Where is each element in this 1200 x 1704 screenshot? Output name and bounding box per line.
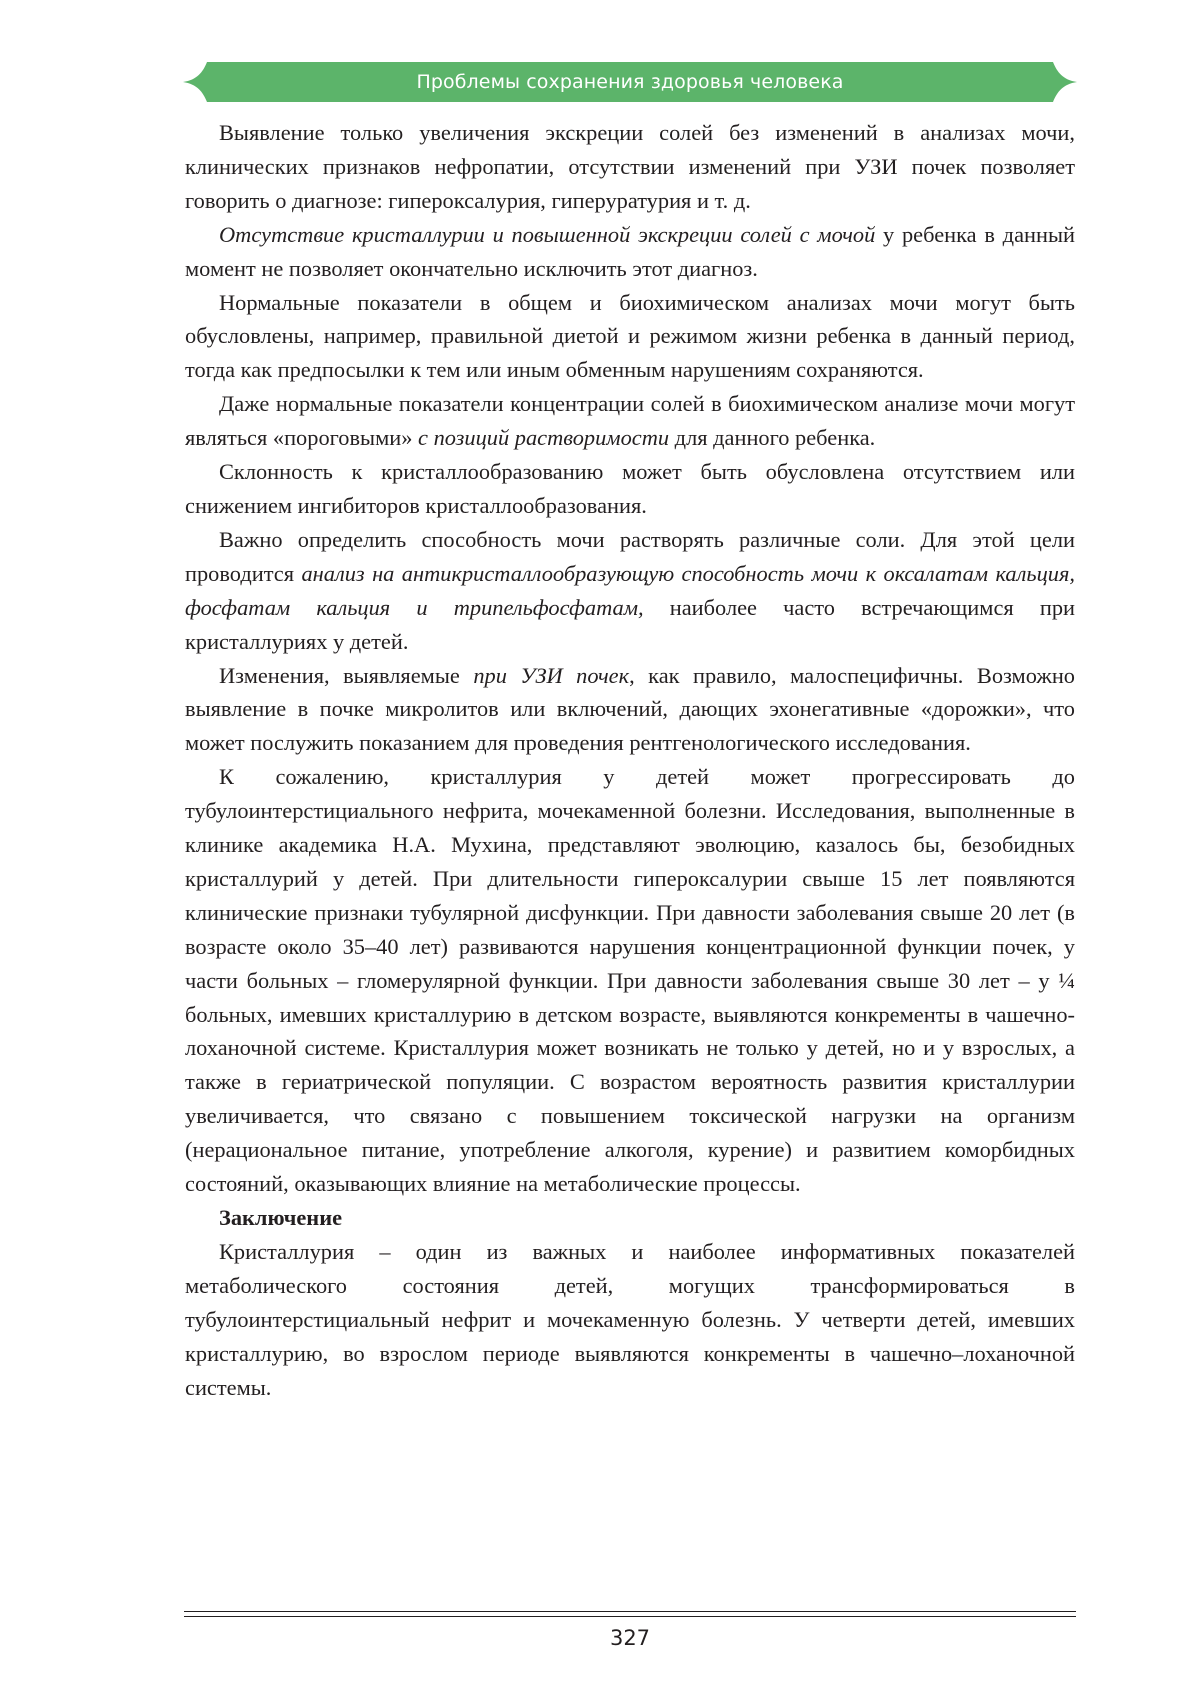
running-header-banner [183, 62, 1077, 102]
emphasis-text: анализ на антикристаллообразующую способность мочи к оксалатам кальция, фосфатам кальция и трипельфосфатам, [185, 560, 1075, 620]
emphasis-text: с позиций растворимости [418, 425, 670, 451]
emphasis-text: Отсутствие кристаллурии и повышенной экскреции солей с мочой [219, 221, 876, 247]
section-heading: Заключение [219, 1205, 343, 1230]
page-number: 327 [609, 1626, 651, 1650]
paragraph-5: Склонность к кристаллообразованию может быть обусловлена отсутствием или снижением ингибиторов кристаллообразования. [185, 459, 1075, 518]
paragraph-8: К сожалению, кристаллурия у детей может прогрессировать до тубулоинтерстициального нефрита, мочекаменной болезни. Исследования, выполненные в клинике академика Н.А. Мухина, представляют эволюцию, казалось бы, безобидных кристаллурий у детей. При длительности гипероксалурии свыше 15 лет появляются клинические признаки тубулярной дисфункции. При давности заболевания свыше 20 лет (в возрасте около 35–40 лет) развиваются нарушения концентрационной функции почек, у части больных – гломерулярной функции. При давности заболевания свыше 30 лет – у ¼ больных, имевших кристаллурию в детском возрасте, выявляются конкременты в чашечно-лоханочной системе. Кристаллурия может возникать не только у детей, но и у взрослых, а также в гериатрической популяции. С возрастом вероятность развития кристаллурии увеличивается, что связано с повышением токсической нагрузки на организм (нерациональное питание, употребление алкоголя, курение) и развитием коморбидных состояний, оказывающих влияние на метаболические процессы. [185, 764, 1075, 1197]
paragraph-3: Нормальные показатели в общем и биохимическом анализах мочи могут быть обусловлены, например, правильной диетой и режимом жизни ребенка в данный период, тогда как предпосылки к тем или иным обменным нарушениям сохраняются. [185, 289, 1075, 383]
paragraph-6: Важно определить способность мочи растворять различные соли. Для этой цели проводится анализ на антикристаллообразующую способность мочи к оксалатам кальция, фосфатам кальция и трипельфосфатам, наиболее часто встречающимся при кристаллуриях у детей. [185, 526, 1075, 654]
footer-double-rule [184, 1611, 1076, 1617]
body-text [185, 116, 1075, 1404]
paragraph-2: Отсутствие кристаллурии и повышенной экскреции солей с мочой у ребенка в данный момент не позволяет окончательно исключить этот диагноз. [185, 221, 1075, 281]
running-header-title: Проблемы сохранения здоровья человека [416, 71, 844, 93]
emphasis-text: при УЗИ почек [473, 662, 630, 688]
conclusion-paragraph: Кристаллурия – один из важных и наиболее информативных показателей метаболического состояния детей, могущих трансформироваться в тубулоинтерстициальный нефрит и мочекаменную болезнь. У четверти детей, имевших кристаллурию, во взрослом периоде выявляются конкременты в чашечно–лоханочной системы. [185, 1238, 1075, 1400]
paragraph-7: Изменения, выявляемые при УЗИ почек, как правило, малоспецифичны. Возможно выявление в почке микролитов или включений, дающих эхонегативные «дорожки», что может послужить показанием для проведения рентгенологического исследования. [185, 662, 1075, 756]
paragraph-4: Даже нормальные показатели концентрации солей в биохимическом анализе мочи могут являться «пороговыми» с позиций растворимости для данного ребенка. [185, 391, 1075, 451]
paragraph-1: Выявление только увеличения экскреции солей без изменений в анализах мочи, клинических признаков нефропатии, отсутствии изменений при УЗИ почек позволяет говорить о диагнозе: гипероксалурия, гиперуратурия и т. д. [185, 120, 1075, 213]
